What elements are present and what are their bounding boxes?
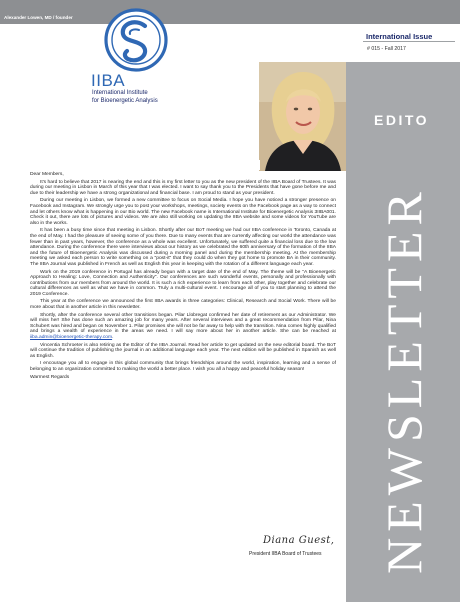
letter-body [30, 172, 336, 382]
paragraph-6-text: Shortly, after the conference several other transitions began. Pilar Llobregat confirmed her date of retirement as our Administrator. We will miss her! She has done such an amazing job for many years. After several interviews and a great recommendation from Pilar, Nina Schubert was hired and began on November 1. Pilar promises she will not be far away to help with the transition. Nina comes highly qualified and brings a wealth of experience in the areas we need. I will say more about her in another article. She can be reached at [30, 312, 336, 335]
header-bar [0, 0, 460, 24]
author-photo [259, 62, 346, 171]
paragraph-7: Vincentia Schroeter is also retiring as the Editor of the IIBA Journal. Read her article to get updated on the new editorial board. The BoT will continue the tradition of publishing the journal in an additional language each year. The next edition will be published in Spanish as well as English. [30, 342, 336, 359]
header-divider-space [0, 160, 260, 170]
founder-credit: Alexander Lowen, MD / founder [4, 15, 73, 20]
paragraph-2: During our meeting in Lisbon, we formed a new committee to focus on Social Media. I hope you have noticed a stronger presence on Facebook and Instagram. We strongly urge you to post your workshops, meetings, society events on the Facebook page as a way to connect and let others know what is happening in our Bio world. The new Facebook name is International Institute for Bioenergetic Analysis 3IIBA001. Check it out, there are lots of pictures and videos. We are also still working on updating the IIBA website and some videos for YouTube are also in the works. [30, 198, 336, 226]
paragraph-4: Work on the 2019 conference in Portugal has already begun with a target date of the end of May. The theme will be "A Bioenergetic Approach to Healing: Love, Connection and Authenticity". Our conferences are such wonderful events, personally and professionally with contributions from our members from around the world. It is such a rich experience to learn from each other, play together and celebrate our cultural differences as well as what we have in common. Truly a multi-cultural event. I encourage all of you to start planning to attend the 2019 Conference. [30, 269, 336, 297]
org-name-line-2: for Bioenergetic Analysis [92, 98, 158, 104]
org-name-line-1: International Institute [92, 90, 148, 96]
issue-title: International Issue [366, 32, 433, 41]
signature-title: President IIBA Board of Trustees [249, 551, 322, 557]
section-heading: EDITO [374, 112, 430, 128]
salutation: Dear Members, [30, 172, 64, 177]
issue-number: # 015 - Fall 2017 [367, 46, 406, 52]
closing: Warmest Regards [30, 374, 70, 380]
paragraph-5: This year at the conference we announced the first IIBA awards in three categories: Clinical, Research and Social Work. There will be more about that in another article in this newsletter. [30, 299, 336, 311]
org-abbreviation: IIBA [91, 71, 126, 90]
email-suffix: . [112, 335, 114, 341]
signature: Diana Guest, [263, 535, 335, 546]
paragraph-6 [30, 313, 336, 341]
paragraph-8: I encourage you all to engage in this global community that brings friendships around the world, inspiration, learning and a sense of belonging to an organization committed to making the world a better place. I wish you all a happy and peaceful holiday season! [30, 361, 336, 372]
vertical-newsletter-title: NEWSLETTER [376, 186, 432, 574]
paragraph-3: It has been a busy time since that meeting in Lisbon. Shortly after our BoT meeting we had our IIBA conference in Toronto, Canada at the end of May. I had the pleasure of seeing some of you there. Due to many events that are currently affecting our world the attendance was fewer than in past years, however, the conference as a whole was excellent. Unfortunately, we suffered quite a financial loss due to the low attendance. During the conference there were interviews about our history as we celebrated the 60th anniversary of the formation of the IIBA and the future of Bioenergetic Analysis was discussed during a morning panel and during the membership meeting. At the membership meeting we asked each person to write something on a "post-it" that they could do when they got home to promote BA in their community. The IIBA Journal was published in French as well as English this year in keeping with the rotation of a different language each year. [30, 228, 336, 267]
issue-divider [363, 41, 455, 42]
paragraph-1: It's hard to believe that 2017 is nearing the end and this is my first letter to you as the new president of the IIBA Board of Trustees. It was during our meeting in Lisbon in March of this year that I was elected. I want to say thank you to the Presidents that have gone before me and due to their leadership we have a strong organizational and financial base. I am proud to stand as your president. [30, 179, 336, 196]
issue-box [346, 24, 460, 62]
admin-email-link[interactable]: iiba.admin@bioenergetic-therapy.com [30, 335, 113, 341]
